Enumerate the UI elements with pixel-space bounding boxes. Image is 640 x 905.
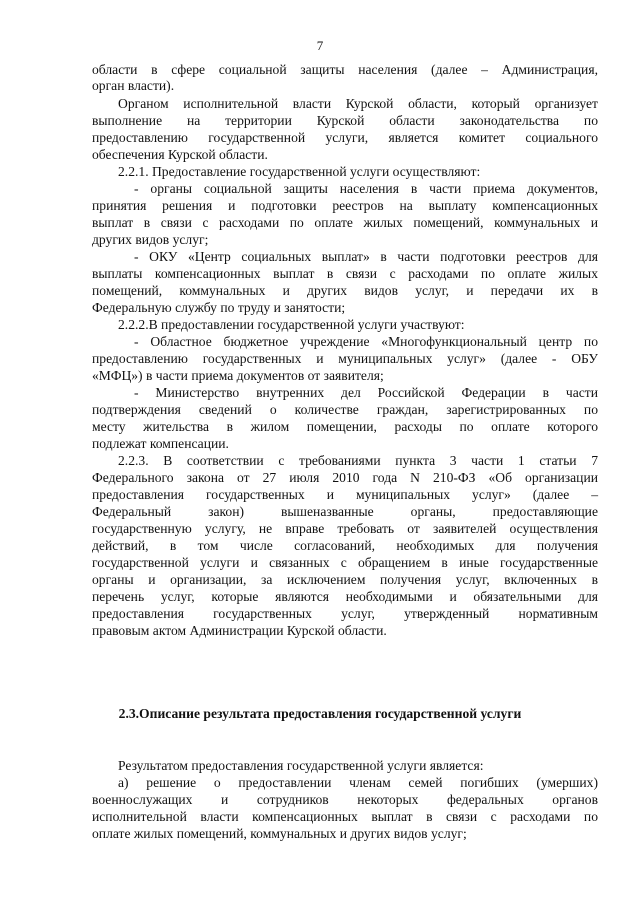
text-line: - Областное бюджетное учреждение «Многофункциональный центр по	[134, 334, 598, 349]
text-line: - органы социальной защиты населения в части приема документов,	[134, 181, 598, 196]
text-line: области в сфере социальной защиты населения (далее – Администрация,	[92, 62, 598, 77]
text-line: 2.2.3. В соответствии с требованиями пункта 3 части 1 статьи 7	[118, 453, 598, 468]
text-line: Органом исполнительной власти Курской области, который организует	[118, 96, 598, 111]
text-line: - ОКУ «Центр социальных выплат» в части подготовки реестров для	[134, 249, 598, 264]
text-line: предоставлению государственной услуги, является комитет социального	[92, 130, 598, 145]
text-line: предоставления государственных и муниципальных услуг» (далее –	[92, 487, 598, 502]
text-line: оплате жилых помещений, коммунальных и других видов услуг;	[92, 826, 467, 841]
text-line: орган власти).	[92, 78, 175, 93]
page-number: 7	[316, 38, 324, 53]
text-line: государственную услугу, не вправе требовать от заявителей осуществления	[92, 521, 598, 536]
text-line: месту жительства в жилом помещении, расходы по оплате которого	[92, 419, 598, 434]
text-line: - Министерство внутренних дел Российской Федерации в части	[134, 385, 598, 400]
text-line: исполнительной власти компенсационных выплат в связи с расходами по	[92, 809, 598, 824]
text-line: подлежат компенсации.	[92, 436, 229, 451]
text-line: действий, в том числе согласований, необходимых для получения	[92, 538, 598, 553]
text-line: 2.2.1. Предоставление государственной услуги осуществляют:	[118, 164, 481, 179]
text-line: государственной услуги и связанных с обращением в иные государственные	[92, 555, 598, 570]
text-line: выплаты компенсационных выплат в связи с расходами по оплате жилых	[92, 266, 598, 281]
text-line: военнослужащих и сотрудников некоторых федеральных органов	[92, 792, 598, 807]
text-line: выплат в связи с расходами по оплате жилых помещений, коммунальных и	[92, 215, 598, 230]
text-line: Федеральную службу по труду и занятости;	[92, 300, 346, 315]
text-line: предоставлению государственных и муниципальных услуг» (далее - ОБУ	[92, 351, 598, 366]
text-line: а) решение о предоставлении членам семей погибших (умерших)	[118, 775, 598, 790]
text-line: помещений, коммунальных и других видов услуг, и передачи их в	[92, 283, 598, 298]
text-line: предоставления государственных услуг, утвержденный нормативным	[92, 606, 598, 621]
text-line: Результатом предоставления государственной услуги является:	[118, 758, 484, 773]
text-line: 2.2.2.В предоставлении государственной услуги участвуют:	[118, 317, 465, 332]
text-line: Федерального закона от 27 июля 2010 года N 210-ФЗ «Об организации	[92, 470, 598, 485]
text-line: подтверждения сведений о количестве граждан, зарегистрированных по	[92, 402, 598, 417]
text-line: правовым актом Администрации Курской области.	[92, 623, 387, 638]
text-line: обеспечения Курской области.	[92, 147, 268, 162]
text-line: принятия решения и подготовки реестров на выплату компенсационных	[92, 198, 598, 213]
text-line: других видов услуг;	[92, 232, 209, 247]
text-line: Федеральный закон) вышеназванные органы, предоставляющие	[92, 504, 598, 519]
text-line: органы и организации, за исключением получения услуг, включенных в	[92, 572, 598, 587]
text-line: «МФЦ») в части приема документов от заявителя;	[92, 368, 384, 383]
text-line: перечень услуг, которые являются необходимыми и обязательными для	[92, 589, 598, 604]
section-heading: 2.3.Описание результата предоставления государственной услуги	[118, 706, 522, 721]
text-line: выполнение на территории Курской области законодательства по	[92, 113, 598, 128]
